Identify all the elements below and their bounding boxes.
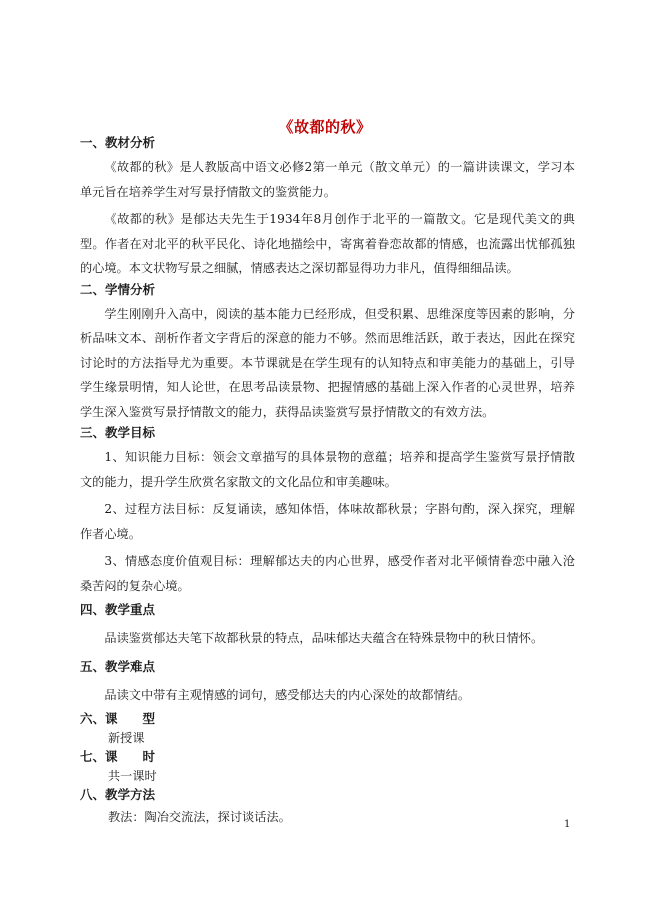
teaching-methods-value: 教法：陶冶交流法，探讨谈话法。 (108, 810, 291, 824)
paragraph: 3、情感态度价值观目标：理解郁达夫的内心世界，感受作者对北平倾情眷恋中融入沧桑苦闷的复杂心境。 (80, 554, 575, 593)
section-heading-teaching-methods: 八、教学方法 (80, 787, 156, 802)
section-heading-lesson-type: 六、课 型 (80, 711, 156, 726)
section-heading-difficulties: 五、教学难点 (80, 658, 156, 674)
paragraph: 1、知识能力目标：领会文章描写的具体景物的意蕴；培养和提高学生鉴赏写景抒情散文的能力，提升学生欣赏名家散文的文化品位和审美趣味。 (80, 450, 575, 489)
paragraph: 品读文中带有主观情感的词句，感受郁达夫的内心深处的故都情结。 (104, 687, 471, 702)
page-number: 1 (564, 819, 571, 830)
section-heading-lesson-hours: 七、课 时 (80, 749, 156, 764)
paragraph: 品读鉴赏郁达夫笔下故都秋景的特点，品味郁达夫蕴含在特殊景物中的秋日情怀。 (104, 631, 544, 645)
document-title: 《故都的秋》 (278, 118, 372, 136)
section-heading-textbook-analysis: 一、教材分析 (80, 135, 156, 150)
section-heading-key-points: 四、教学重点 (80, 602, 156, 617)
lesson-hours-value: 共一课时 (108, 769, 157, 783)
paragraph: 《故都的秋》是郁达夫先生于1934年8月创作于北平的一篇散文。它是现代美文的典型。作者在对北平的秋平民化、诗化地描绘中，寄寓着眷恋故都的情感，也流露出忧郁孤独的心境。本文状物写景之细腻，情感表达之深切都显得功力非凡，值得细细品读。 (80, 212, 575, 275)
document-body (80, 134, 575, 827)
section-heading-learner-analysis: 二、学情分析 (80, 281, 156, 297)
paragraph: 2、过程方法目标：反复诵读，感知体悟，体味故都秋景；字斟句酌，深入探究，理解作者心境。 (80, 502, 575, 541)
paragraph: 学生刚刚升入高中，阅读的基本能力已经形成，但受积累、思维深度等因素的影响，分析品味文本、剖析作者文字背后的深意的能力不够。然而思维活跃，敢于表达，因此在探究讨论时的方法指导尤为重要。本节课就是在学生现有的认知特点和审美能力的基础上，引导学生缘景明情，知人论世，在思考品读景物、把握情感的基础上深入作者的心灵世界，培养学生深入鉴赏写景抒情散文的能力，获得品读鉴赏写景抒情散文的有效方法。 (80, 306, 575, 419)
section-heading-teaching-goals: 三、教学目标 (80, 425, 156, 440)
paragraph: 《故都的秋》是人教版高中语文必修2第一单元（散文单元）的一篇讲读课文，学习本单元旨在培养学生对写景抒情散文的鉴赏能力。 (80, 160, 575, 199)
lesson-type-value: 新授课 (108, 731, 145, 745)
